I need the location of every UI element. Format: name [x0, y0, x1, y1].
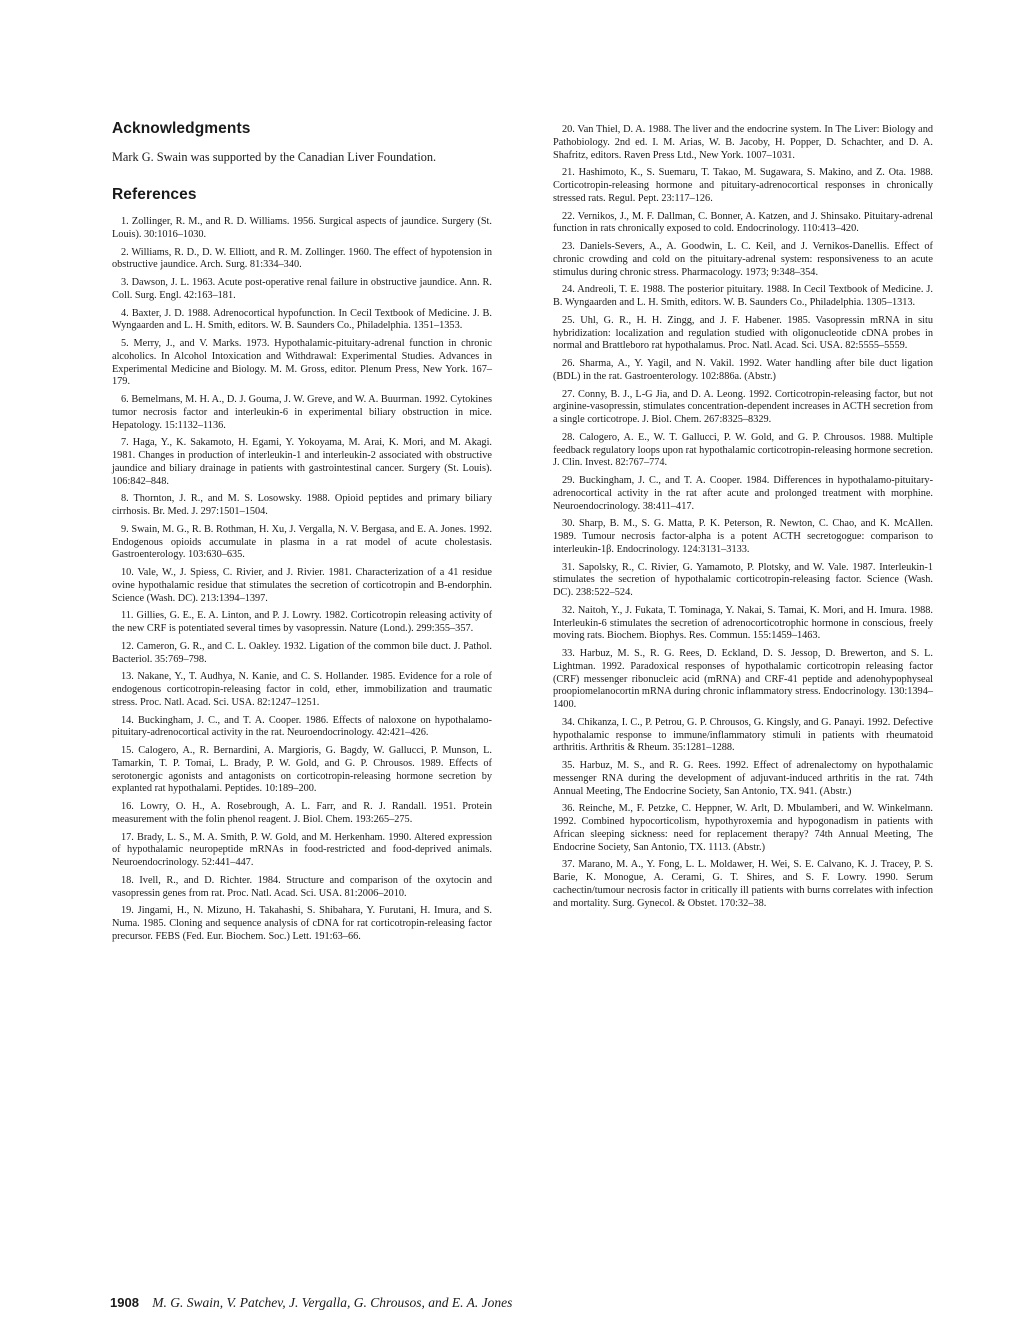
acknowledgments-text: Mark G. Swain was supported by the Canadian Liver Foundation. [112, 150, 437, 164]
reference-item: 11. Gillies, G. E., E. A. Linton, and P. J. Lowry. 1982. Corticotropin releasing activity of the new CRF is potentiated several times by vasopressin. Nature (Lond.). 299:355–357. [112, 610, 492, 634]
page-footer [110, 1295, 512, 1311]
page-number: 1908 [110, 1295, 139, 1310]
reference-item: 15. Calogero, A., R. Bernardini, A. Margioris, G. Bagdy, W. Gallucci, P. Munson, L. Tamarkin, T. P. Tomai, L. Brady, P. W. Gold, and G. P. Chrousos. 1989. Effects of serotonergic agonists and antagonists on corticotropin-releasing hormone secretion by explanted rat hypothalami. Peptides. 10:189–200. [112, 745, 492, 795]
reference-item: 27. Conny, B. J., L-G Jia, and D. A. Leong. 1992. Corticotropin-releasing factor, but not arginine-vasopressin, stimulates concentration-dependent increases in ACTH secretion from a single corticotrope. J. Biol. Chem. 267:8325–8329. [553, 388, 933, 425]
reference-item: 5. Merry, J., and V. Marks. 1973. Hypothalamic-pituitary-adrenal function in chronic alcoholics. In Alcohol Intoxication and Withdrawal: Experimental Studies. Advances in Experimental Medicine and Biology. M. M. Gross, editor. Plenum Press, New York. 167–179. [112, 338, 492, 388]
reference-item: 22. Vernikos, J., M. F. Dallman, C. Bonner, A. Katzen, and J. Shinsako. Pituitary-adrenal function in rats chronically exposed to cold. Endocrinology. 110:413–420. [553, 210, 933, 235]
reference-item: 4. Baxter, J. D. 1988. Adrenocortical hypofunction. In Cecil Textbook of Medicine. J. B. Wyngaarden and L. H. Smith, editors. W. B. Saunders Co., Philadelphia. 1351–1353. [112, 307, 492, 332]
reference-item: 9. Swain, M. G., R. B. Rothman, H. Xu, J. Vergalla, N. V. Bergasa, and E. A. Jones. 1992. Endogenous opioids accumulate in plasma in a rat model of acute cholestasis. Gastroenterology. 103:630–635. [112, 523, 492, 561]
reference-item: 28. Calogero, A. E., W. T. Gallucci, P. W. Gold, and G. P. Chrousos. 1988. Multiple feedback regulatory loops upon rat hypothalamic corticotropin-releasing hormone secretion. J. Clin. Invest. 82:767–774. [553, 431, 933, 469]
reference-item: 26. Sharma, A., Y. Yagil, and N. Vakil. 1992. Water handling after bile duct ligation (BDL) in the rat. Gastroenterology. 102:886a. (Abstr.) [553, 358, 933, 382]
reference-item: 18. Ivell, R., and D. Richter. 1984. Structure and comparison of the oxytocin and vasopressin genes from rat. Proc. Natl. Acad. Sci. USA. 81:2006–2010. [112, 874, 492, 899]
reference-item: 1. Zollinger, R. M., and R. D. Williams. 1956. Surgical aspects of jaundice. Surgery (St. Louis). 30:1016–1030. [112, 216, 492, 240]
reference-item: 12. Cameron, G. R., and C. L. Oakley. 1932. Ligation of the common bile duct. J. Pathol. Bacteriol. 35:769–798. [112, 640, 492, 665]
reference-item: 25. Uhl, G. R., H. H. Zingg, and J. F. Habener. 1985. Vasopressin mRNA in situ hybridization: localization and regulation studied with oligonucleotide cDNA probes in normal and Brattleboro rat hypothalamus. Proc. Natl. Acad. Sci. USA. 82:5555–5559. [553, 314, 933, 352]
reference-item: 34. Chikanza, I. C., P. Petrou, G. P. Chrousos, G. Kingsly, and G. Panayi. 1992. Defective hypothalamic response to immune/inflammatory stimuli in patients with rheumatoid arthritis. Arthritis & Rheum. 35:1281–1288. [553, 716, 933, 754]
reference-item: 3. Dawson, J. L. 1963. Acute post-operative renal failure in obstructive jaundice. Ann. R. Coll. Surg. Engl. 42:163–181. [112, 277, 492, 301]
left-column [112, 120, 492, 949]
references-heading: References [112, 186, 197, 203]
reference-item: 14. Buckingham, J. C., and T. A. Cooper. 1986. Effects of naloxone on hypothalamo-pituitary-adrenocortical activity in the rat. Neuroendocrinology. 42:421–426. [112, 714, 492, 739]
reference-item: 17. Brady, L. S., M. A. Smith, P. W. Gold, and M. Herkenham. 1990. Altered expression of hypothalamic neuropeptide mRNAs in food-restricted and food-deprived animals. Neuroendocrinology. 52:441–447. [112, 831, 492, 868]
reference-item: 30. Sharp, B. M., S. G. Matta, P. K. Peterson, R. Newton, C. Chao, and K. McAllen. 1989. Tumour necrosis factor-alpha is a potent ACTH secretogogue: comparison to interleukin-1β. Endocrinology. 124:3131–3133. [553, 518, 933, 555]
reference-item: 20. Van Thiel, D. A. 1988. The liver and the endocrine system. In The Liver: Biology and Pathobiology. 2nd ed. I. M. Arias, W. B. Jacoby, H. Popper, D. Schachter, and D. A. Shafritz, editors. Raven Press Ltd., New York. 1007–1031. [553, 124, 933, 161]
reference-item: 19. Jingami, H., N. Mizuno, H. Takahashi, S. Shibahara, Y. Furutani, H. Imura, and S. Numa. 1985. Cloning and sequence analysis of cDNA for rat corticotropin-releasing factor precursor. FEBS (Fed. Eur. Biochem. Soc.) Lett. 191:63–66. [112, 905, 492, 942]
reference-item: 16. Lowry, O. H., A. Rosebrough, A. L. Farr, and R. J. Randall. 1951. Protein measurement with the folin phenol reagent. J. Biol. Chem. 193:265–275. [112, 801, 492, 825]
reference-item: 8. Thornton, J. R., and M. S. Losowsky. 1988. Opioid peptides and primary biliary cirrhosis. Br. Med. J. 297:1501–1504. [112, 493, 492, 517]
right-column [553, 124, 933, 915]
reference-item: 36. Reinche, M., F. Petzke, C. Heppner, W. Arlt, D. Mbulamberi, and W. Winkelmann. 1992. Combined hypocorticolism, hypothyroxemia and hypogonadism in patients with African sleeping sickness: need for replacement therapy? 74th Annual Meeting, The Endocrine Society, San Antonio, TX. 1113. (Abstr.) [553, 803, 933, 853]
reference-item: 2. Williams, R. D., D. W. Elliott, and R. M. Zollinger. 1960. The effect of hypotension in obstructive jaundice. Arch. Surg. 81:334–340. [112, 246, 492, 271]
reference-item: 6. Bemelmans, M. H. A., D. J. Gouma, J. W. Greve, and W. A. Buurman. 1992. Cytokines tumor necrosis factor and interleukin-6 in experimental biliary obstruction in mice. Hepatology. 15:1132–1136. [112, 394, 492, 431]
reference-item: 37. Marano, M. A., Y. Fong, L. L. Moldawer, H. Wei, S. E. Calvano, K. J. Tracey, P. S. Barie, K. Monogue, A. Cerami, G. T. Shires, and S. F. Lowry. 1990. Serum cachectin/tumour necrosis factor in critically ill patients with burns correlates with infection and mortality. Surg. Gynecol. & Obstet. 170:32–38. [553, 859, 933, 909]
reference-item: 31. Sapolsky, R., C. Rivier, G. Yamamoto, P. Plotsky, and W. Vale. 1987. Interleukin-1 stimulates the secretion of hypothalamic corticotropin-releasing factor. Science (Wash. DC). 238:522–524. [553, 561, 933, 598]
reference-item: 13. Nakane, Y., T. Audhya, N. Kanie, and C. S. Hollander. 1985. Evidence for a role of endogenous corticotropin-releasing factor in cold, ether, immobilization and traumatic stress. Proc. Natl. Acad. Sci. USA. 82:1247–1251. [112, 671, 492, 708]
reference-item: 35. Harbuz, M. S., and R. G. Rees. 1992. Effect of adrenalectomy on hypothalamic messenger RNA during the development of adjuvant-induced arthritis in the rat. 74th Annual Meeting, The Endocrine Society, San Antonio, TX. 941. (Abstr.) [553, 760, 933, 797]
reference-item: 7. Haga, Y., K. Sakamoto, H. Egami, Y. Yokoyama, M. Arai, K. Mori, and M. Akagi. 1981. Changes in production of interleukin-1 and interleukin-2 associated with obstructive jaundice and biliary drainage in patients with gastrointestinal cancer. Surgery (St. Louis). 106:842–848. [112, 437, 492, 487]
reference-item: 10. Vale, W., J. Spiess, C. Rivier, and J. Rivier. 1981. Characterization of a 41 residue ovine hypothalamic residue that stimulates the secretion of corticotropin and B-endorphin. Science (Wash. DC). 213:1394–1397. [112, 567, 492, 604]
reference-item: 32. Naitoh, Y., J. Fukata, T. Tominaga, Y. Nakai, S. Tamai, K. Mori, and H. Imura. 1988. Interleukin-6 stimulates the secretion of adrenocorticotrophic hormone in conscious, freely moving rats. Biochem. Biophys. Res. Commun. 155:1459–1463. [553, 604, 933, 642]
reference-item: 24. Andreoli, T. E. 1988. The posterior pituitary. 1988. In Cecil Textbook of Medicine. J. B. Wyngaarden and L. H. Smith, editors. W. B. Saunders Co., Philadelphia. 1305–1313. [553, 284, 933, 308]
acknowledgments-heading: Acknowledgments [112, 120, 251, 137]
reference-list-left [112, 216, 492, 944]
reference-item: 33. Harbuz, M. S., R. G. Rees, D. Eckland, D. S. Jessop, D. Brewerton, and S. L. Lightman. 1992. Paradoxical responses of hypothalamic corticotropin releasing factor (CRF) messenger ribonucleic acid (mRNA) and CRF-41 peptide and adenohypophyseal proopiomelanocortin mRNA during chronic inflammatory stress. Endocrinology. 130:1394–1400. [553, 648, 933, 710]
running-authors: M. G. Swain, V. Patchev, J. Vergalla, G. Chrousos, and E. A. Jones [152, 1295, 513, 1310]
reference-item: 21. Hashimoto, K., S. Suemaru, T. Takao, M. Sugawara, S. Makino, and Z. Ota. 1988. Corticotropin-releasing hormone and pituitary-adrenocortical responses in chronically stressed rats. Regul. Pept. 23:117–126. [553, 167, 933, 204]
reference-item: 29. Buckingham, J. C., and T. A. Cooper. 1984. Differences in hypothalamo-pituitary-adrenocortical activity in the rat after acute and prolonged treatment with morphine. Neuroendocrinology. 38:411–417. [553, 475, 933, 512]
reference-list-right [553, 124, 933, 910]
reference-item: 23. Daniels-Severs, A., A. Goodwin, L. C. Keil, and J. Vernikos-Danellis. Effect of chronic crowding and cold on the pituitary-adrenal system: responsiveness to an acute stimulus during chronic stress. Pharmacology. 1973; 9:348–354. [553, 241, 933, 278]
